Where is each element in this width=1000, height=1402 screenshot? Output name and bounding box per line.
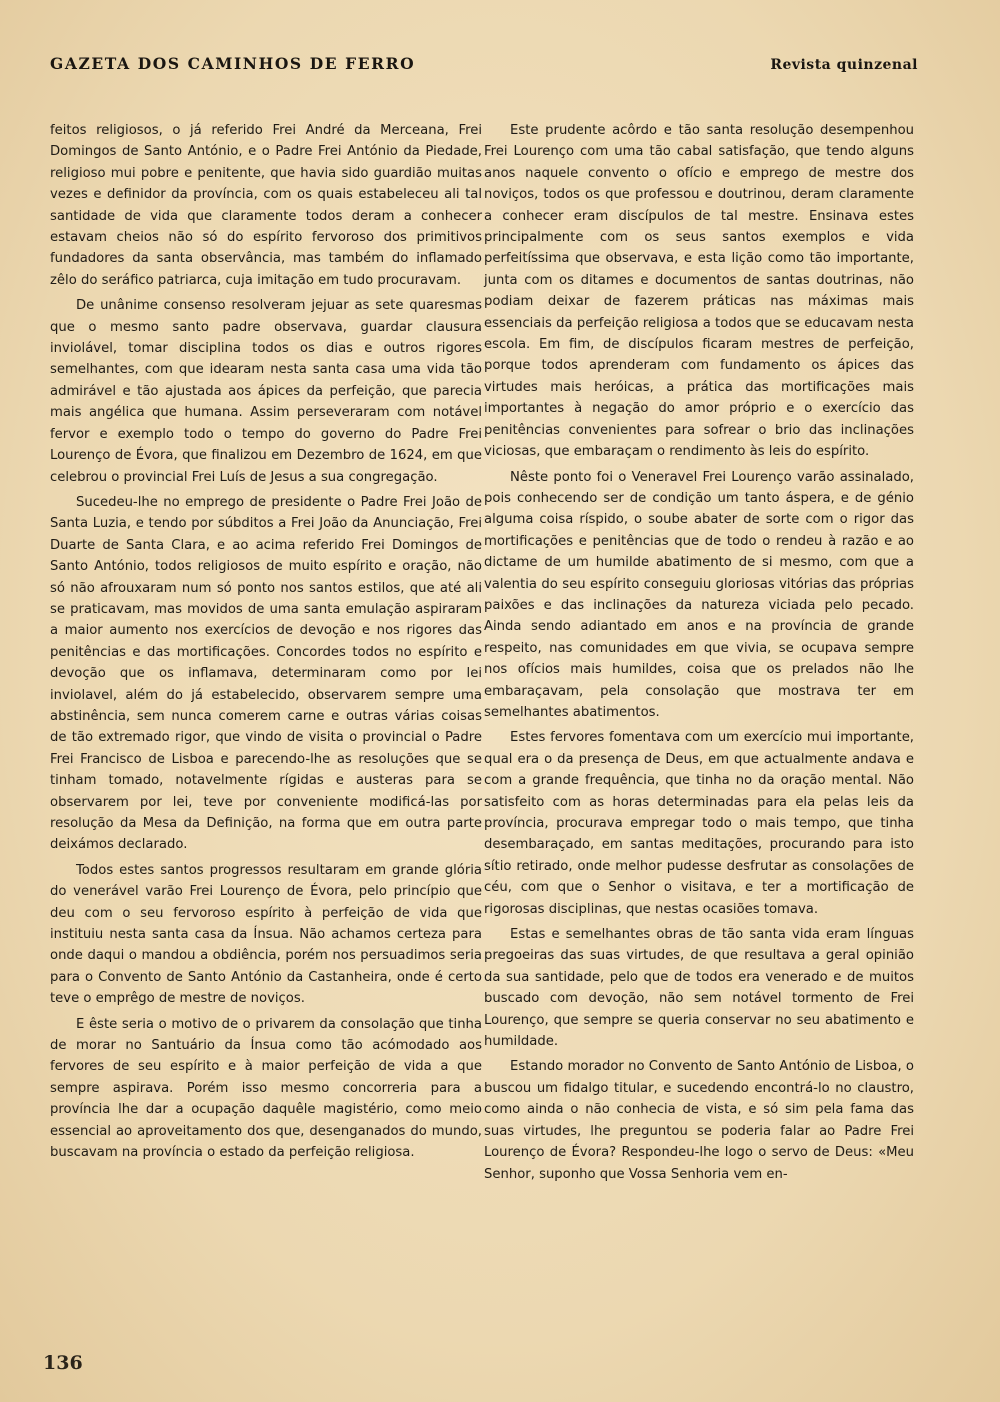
paragraph: Nêste ponto foi o Veneravel Frei Lourenço varão assinalado, pois conhecendo ser de condição um tanto áspera, e de génio alguma coisa ríspido, o soube abater de sorte com o rigor das mortificações e penitências que de todo o rendeu à razão e ao dictame de um humilde abatimento de si mesmo, com que a valentia do seu espírito conseguiu gloriosas vitórias das próprias paixões e das inclinações da natureza viciada pelo pecado. Ainda sendo adiantado em anos e na província de grande respeito, nas comunidades em que vivia, se ocupava sempre nos ofícios mais humildes, coisa que os prelados não lhe embaraçavam, pela consolação que mostrava ter em semelhantes abatimentos. (484, 469, 914, 720)
publication-subtitle: Revista quinzenal (770, 57, 918, 73)
paragraph: Estes fervores fomentava com um exercício mui importante, qual era o da presença de Deus, em que actualmente andava e com a grande frequência, que tinha no da oração mental. Não satisfeito com as horas determinadas para ela pelas leis da província, procurava empregar todo o mais tempo, que tinha desembaraçado, em santas meditações, procurando para isto sítio retirado, onde melhor pudesse desfrutar as consolações de céu, com que o Senhor o visitava, e ter a mortificação de rigorosas disciplinas, que nestas ocasiões tomava. (484, 730, 914, 917)
paragraph: De unânime consenso resolveram jejuar as sete quaresmas que o mesmo santo padre observava, guardar clausura inviolável, tomar disciplina todos os dias e outros rigores semelhantes, com que idearam nesta santa casa uma vida tão admirável e tão ajustada aos ápices da perfeição, que parecia mais angélica que humana. Assim perseveraram com notável fervor e exemplo todo o tempo do governo do Padre Frei Lourenço de Évora, que finalizou em Dezembro de 1624, em que celebrou o provincial Frei Luís de Jesus a sua congregação. (50, 298, 482, 485)
publication-title: GAZETA DOS CAMINHOS DE FERRO (50, 54, 416, 73)
paragraph: Estas e semelhantes obras de tão santa vida eram línguas pregoeiras das suas virtudes, de que resultava a geral opinião da sua santidade, pelo que de todos era venerado e de muitos buscado com devoção, não sem notável tormento de Frei Lourenço, que sempre se queria conservar no seu abatimento e humildade. (484, 927, 914, 1050)
paragraph: Este prudente acôrdo e tão santa resolução desempenhou Frei Lourenço com uma tão cabal satisfação, que tendo alguns anos naquele convento o ofício e emprego de mestre dos noviços, todos os que professou e doutrinou, deram claramente a conhecer eram discípulos de tal mestre. Ensinava estes principalmente com os seus santos exemplos e vida perfeitíssima que observava, e esta lição como tão importante, junta com os ditames e documentos de santas doutrinas, não podiam deixar de fazerem práticas nas máximas mais essenciais da perfeição religiosa a todos que se educavam nesta escola. Em fim, de discípulos ficaram mestres de perfeição, porque todos aprenderam com fundamento os ápices das virtudes mais heróicas, a prática das mortificações mais importantes à negação do amor próprio e o exercício das penitências convenientes para sofrear o brio das inclinações viciosas, que embaraçam o rendimento às leis do espírito. (484, 123, 914, 460)
right-text-column (484, 120, 914, 1189)
paragraph: E êste seria o motivo de o privarem da consolação que tinha de morar no Santuário da Ínsua como tão acómodado aos fervores de seu espírito e à maior perfeição de vida a que sempre aspirava. Porém isso mesmo concorreria para a província lhe dar a ocupação daquêle magistério, como meio essencial ao aproveitamento dos que, desenganados do mundo, buscavam na província o estado da perfeição religiosa. (50, 1016, 482, 1161)
paragraph: Estando morador no Convento de Santo António de Lisboa, o buscou um fidalgo titular, e sucedendo encontrá-lo no claustro, como ainda o não conhecia de vista, e só sim pela fama das suas virtudes, lhe preguntou se poderia falar ao Padre Frei Lourenço de Évora? Respondeu-lhe logo o servo de Deus: «Meu Senhor, suponho que Vossa Senhoria vem en- (484, 1059, 914, 1182)
running-header (50, 54, 918, 84)
left-text-column (50, 120, 482, 1168)
page-number: 136 (43, 1352, 83, 1374)
paragraph: Todos estes santos progressos resultaram em grande glória do venerável varão Frei Lourenço de Évora, pelo princípio que deu com o seu fervoroso espírito à perfeição de vida que instituiu nesta santa casa da Ínsua. Não achamos certeza para onde daqui o mandou a obdiência, porém nos persuadimos seria para o Convento de Santo António da Castanheira, onde é certo teve o emprêgo de mestre de noviços. (50, 862, 482, 1007)
paragraph: feitos religiosos, o já referido Frei André da Merceana, Frei Domingos de Santo António, e o Padre Frei António da Piedade, religioso mui pobre e penitente, que havia sido guardião muitas vezes e definidor da província, com os quais estabeleceu ali tal santidade de vida que claramente todos deram a conhecer estavam cheios não só do espírito fervoroso dos primitivos fundadores da santa observância, mas também do inflamado zêlo do seráfico patriarca, cuja imitação em tudo procuravam. (50, 123, 482, 288)
paragraph: Sucedeu-lhe no emprego de presidente o Padre Frei João de Santa Luzia, e tendo por súbditos a Frei João da Anunciação, Frei Duarte de Santa Clara, e ao acima referido Frei Domingos de Santo António, todos religiosos de muito espírito e oração, não só não afrouxaram num só ponto nos santos estilos, que até ali se praticavam, mas movidos de uma santa emulação aspiraram a maior aumento nos exercícios de devoção e nos rigores das penitências e das mortificações. Concordes todos no espírito e devoção que os inflamava, determinaram como por lei inviolavel, além do já estabelecido, observarem sempre uma abstinência, sem nunca comerem carne e outras várias coisas de tão extremado rigor, que vindo de visita o provincial o Padre Frei Francisco de Lisboa e parecendo-lhe as resoluções que se tinham tomado, notavelmente rígidas e austeras para se observarem por lei, teve por conveniente modificá-las por resolução da Mesa da Definição, na forma que em outra parte deixámos declarado. (50, 494, 482, 853)
